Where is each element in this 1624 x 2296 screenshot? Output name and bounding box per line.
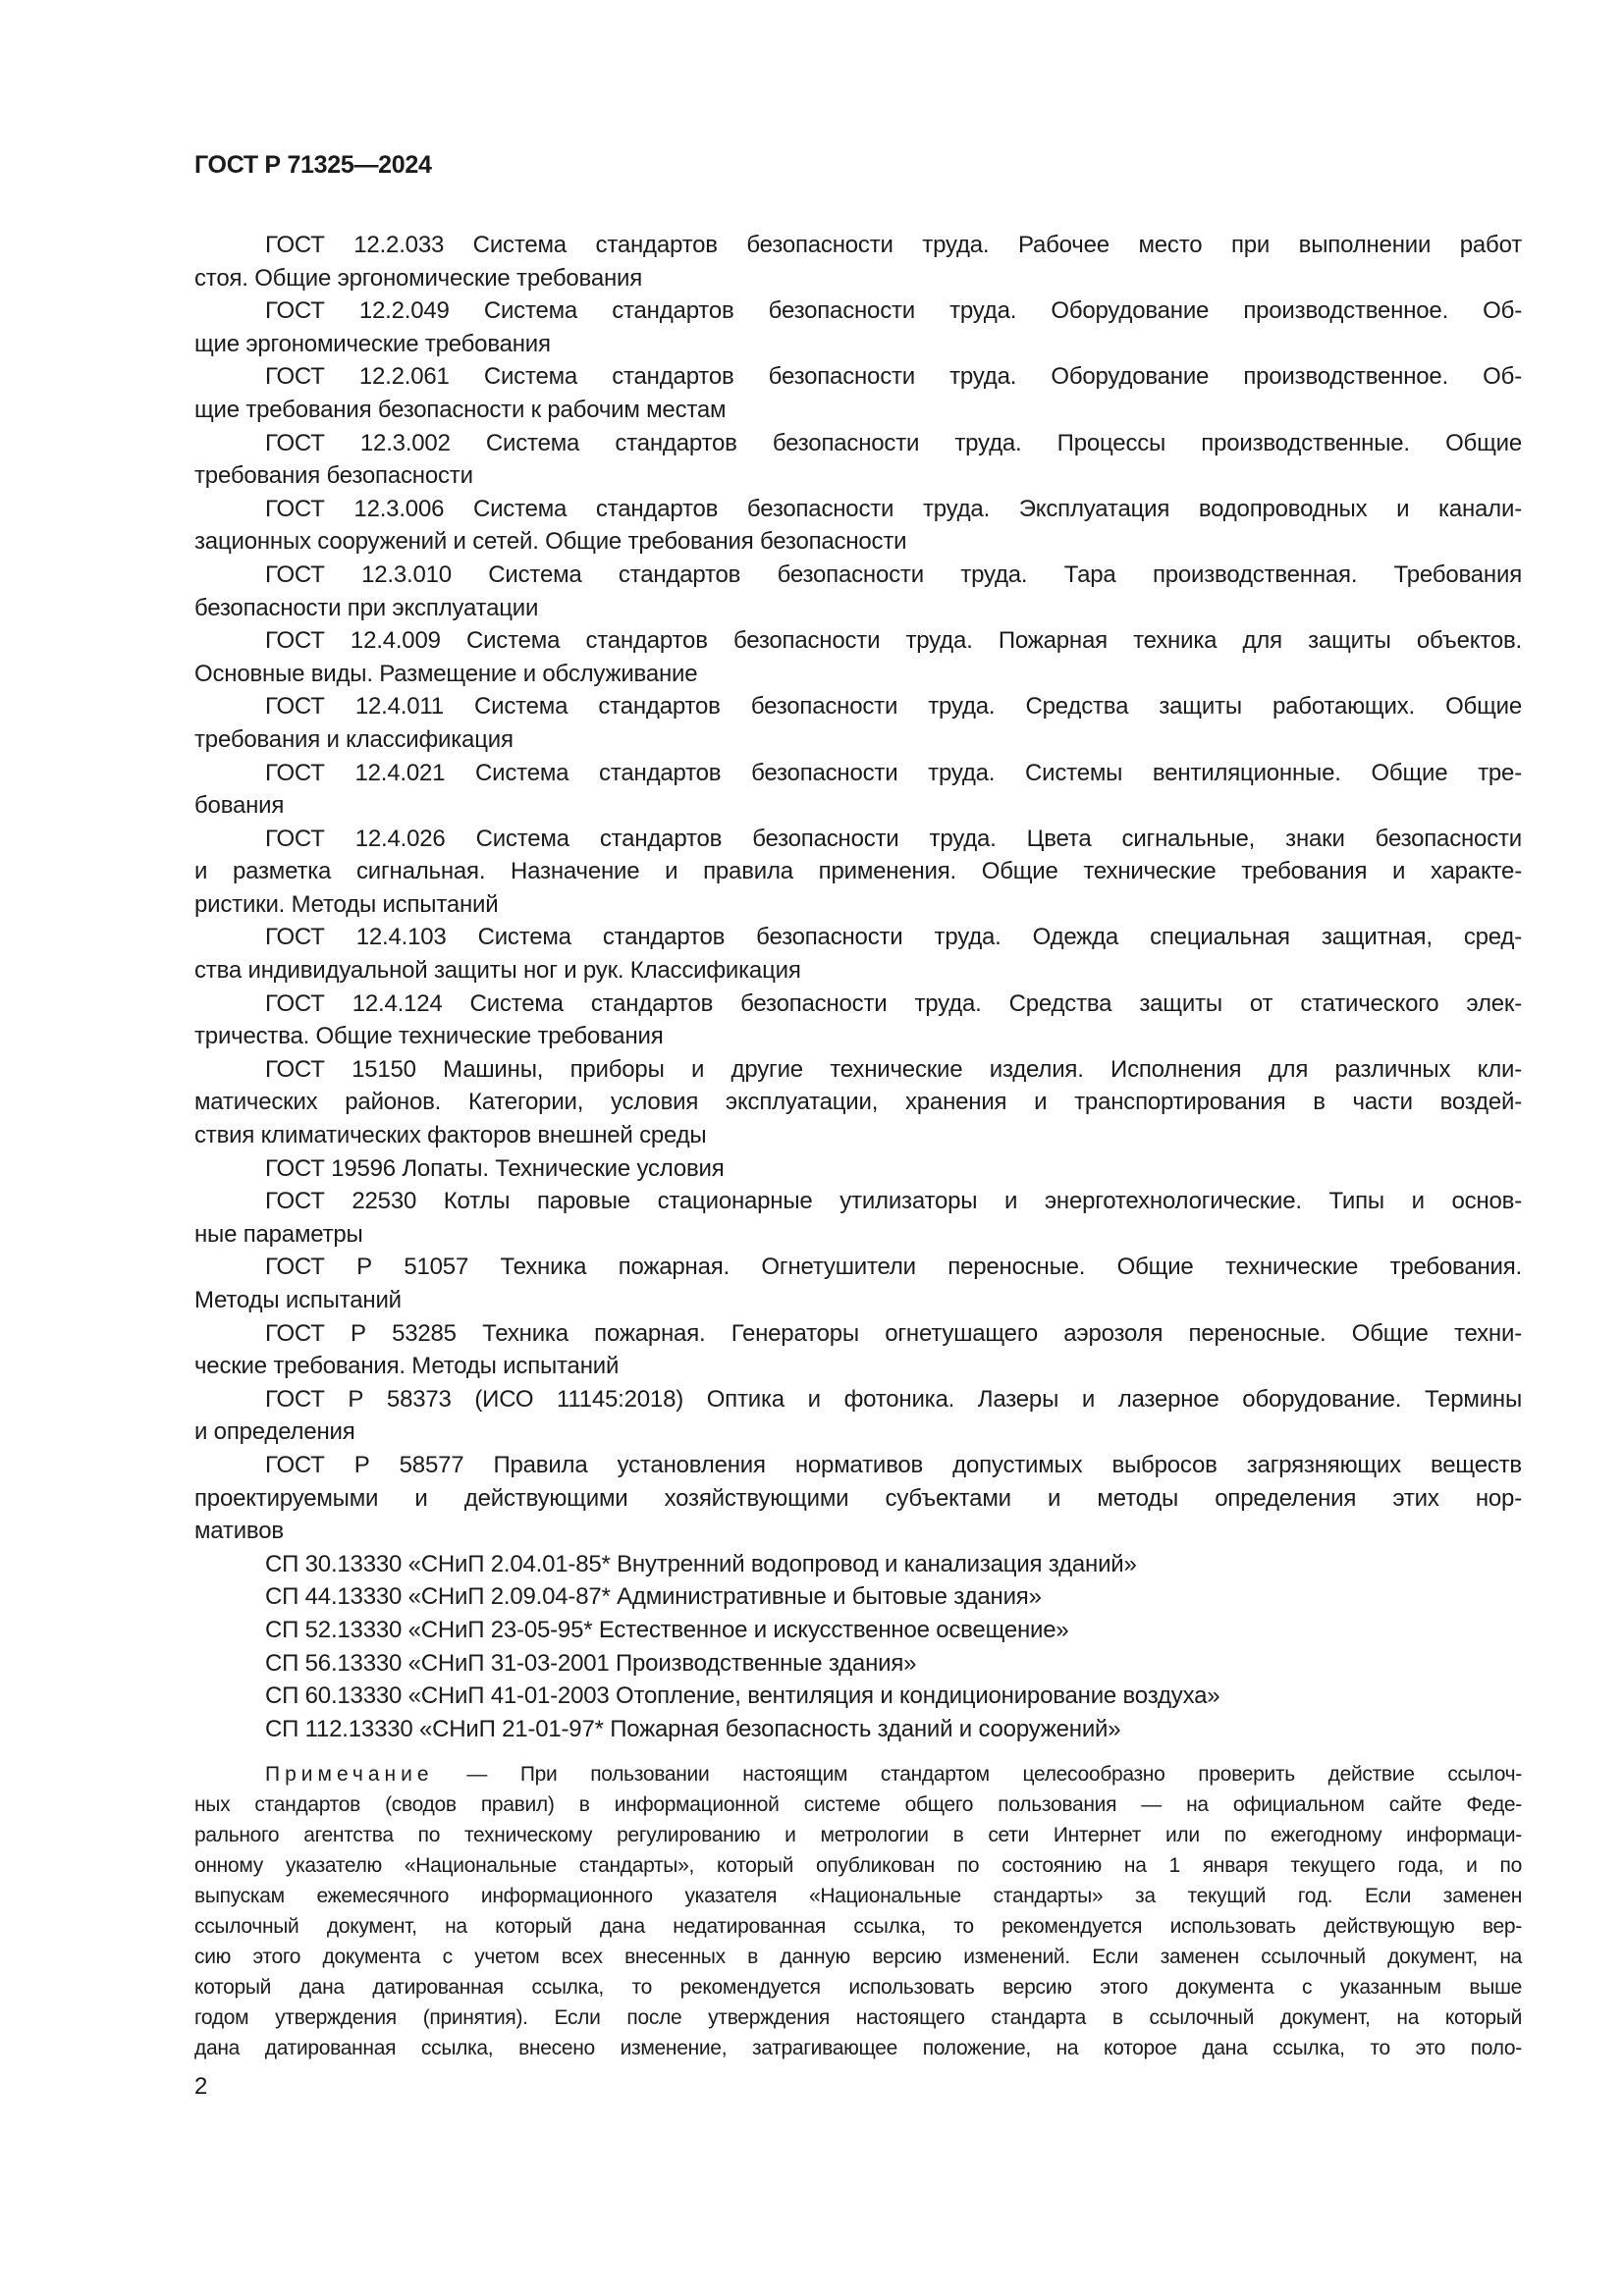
- reference-item: [194, 823, 1522, 922]
- note-paragraph: [194, 1759, 1522, 2063]
- reference-item: [194, 1548, 1522, 1581]
- note-line: рального агентства по техническому регулированию и метрологии в сети Интернет или по ежегодному информаци-: [194, 1824, 1522, 1846]
- reference-line: требования безопасности: [194, 462, 473, 490]
- reference-item: [194, 1251, 1522, 1316]
- reference-line: ствия климатических факторов внешней среды: [194, 1122, 707, 1149]
- reference-line: ГОСТ 12.4.009 Система стандартов безопасности труда. Пожарная техника для защиты объектов.: [265, 627, 1522, 655]
- note-label: Примечание: [265, 1763, 434, 1786]
- reference-item: [194, 988, 1522, 1053]
- reference-line: ГОСТ Р 51057 Техника пожарная. Огнетушители переносные. Общие технические требования.: [265, 1254, 1522, 1281]
- reference-line: Методы испытаний: [194, 1287, 402, 1313]
- reference-item: [194, 1449, 1522, 1548]
- reference-line: мативов: [194, 1518, 284, 1545]
- reference-line: матических районов. Категории, условия эксплуатации, хранения и транспортирования в части воздей-: [194, 1089, 1522, 1116]
- reference-line: ства индивидуальной защиты ног и рук. Классификация: [194, 957, 801, 985]
- reference-line: и определения: [194, 1418, 355, 1446]
- reference-line: СП 60.13330 «СНиП 41-01-2003 Отопление, вентиляция и кондиционирование воздуха»: [265, 1682, 1220, 1710]
- reference-line: ГОСТ 12.4.021 Система стандартов безопасности труда. Системы вентиляционные. Общие тре-: [265, 759, 1522, 786]
- reference-line: ГОСТ 12.4.103 Система стандартов безопасности труда. Одежда специальная защитная, сред-: [265, 924, 1522, 951]
- reference-line: ГОСТ 15150 Машины, приборы и другие технические изделия. Исполнения для различных кли-: [265, 1055, 1522, 1083]
- note-line: годом утверждения (принятия). Если после утверждения настоящего стандарта в ссылочный документ, на который: [194, 2006, 1522, 2029]
- reference-line: ГОСТ Р 53285 Техника пожарная. Генераторы огнетушащего аэрозоля переносные. Общие техни-: [265, 1319, 1522, 1347]
- note-line: ных стандартов (сводов правил) в информационной системе общего пользования — на официальном сайте Феде-: [194, 1793, 1522, 1816]
- reference-item: [194, 1713, 1522, 1746]
- reference-line: тричества. Общие технические требования: [194, 1023, 664, 1050]
- reference-line: СП 44.13330 «СНиП 2.09.04-87* Административные и бытовые здания»: [265, 1583, 1042, 1611]
- reference-line: ГОСТ 12.4.124 Система стандартов безопасности труда. Средства защиты от статического элек-: [265, 989, 1522, 1017]
- reference-line: ГОСТ 22530 Котлы паровые стационарные утилизаторы и энерготехнологические. Типы и основ-: [265, 1188, 1522, 1215]
- reference-line: СП 30.13330 «СНиП 2.04.01-85* Внутренний водопровод и канализация зданий»: [265, 1550, 1137, 1577]
- reference-line: СП 112.13330 «СНиП 21-01-97* Пожарная безопасность зданий и сооружений»: [265, 1715, 1121, 1742]
- reference-line: ристики. Методы испытаний: [194, 890, 499, 918]
- note-text: — При пользовании настоящим стандартом целесообразно проверить действие ссылоч-: [433, 1763, 1522, 1786]
- reference-line: ные параметры: [194, 1220, 363, 1248]
- note-line: [194, 1759, 1522, 1789]
- reference-line: ГОСТ 19596 Лопаты. Технические условия: [265, 1154, 725, 1182]
- reference-item: [194, 1383, 1522, 1449]
- reference-line: ГОСТ Р 58373 (ИСО 11145:2018) Оптика и фотоника. Лазеры и лазерное оборудование. Термины: [265, 1385, 1522, 1413]
- reference-line: зационных сооружений и сетей. Общие требования безопасности: [194, 528, 907, 556]
- reference-line: Основные виды. Размещение и обслуживание: [194, 660, 698, 687]
- reference-item: [194, 427, 1522, 493]
- reference-item: [194, 1152, 1522, 1186]
- reference-line: ГОСТ 12.3.006 Система стандартов безопасности труда. Эксплуатация водопроводных и канали-: [265, 495, 1522, 522]
- reference-line: ГОСТ 12.2.061 Система стандартов безопасности труда. Оборудование производственное. Об-: [265, 363, 1522, 391]
- reference-item: [194, 1053, 1522, 1152]
- reference-item: [194, 1614, 1522, 1647]
- note-line: онному указателю «Национальные стандарты», который опубликован по состоянию на 1 января текущего года, и по: [194, 1854, 1522, 1877]
- page-number: 2: [194, 2073, 208, 2100]
- references-list: [194, 229, 1522, 1745]
- reference-line: щие требования безопасности к рабочим местам: [194, 396, 727, 423]
- reference-item: [194, 294, 1522, 360]
- reference-line: проектируемыми и действующими хозяйствующими субъектами и методы определения этих нор-: [194, 1484, 1522, 1512]
- reference-item: [194, 921, 1522, 987]
- reference-item: [194, 1647, 1522, 1681]
- reference-line: ГОСТ Р 58577 Правила установления нормативов допустимых выбросов загрязняющих веществ: [265, 1451, 1522, 1478]
- reference-item: [194, 624, 1522, 690]
- reference-line: и разметка сигнальная. Назначение и правила применения. Общие технические требования и характе-: [194, 858, 1522, 885]
- reference-line: ГОСТ 12.2.049 Система стандартов безопасности труда. Оборудование производственное. Об-: [265, 297, 1522, 325]
- reference-item: [194, 757, 1522, 823]
- document-header: ГОСТ Р 71325—2024: [194, 151, 432, 179]
- reference-line: СП 56.13330 «СНиП 31-03-2001 Производственные здания»: [265, 1649, 917, 1677]
- note-line: ссылочный документ, на который дана недатированная ссылка, то рекомендуется использовать действующую вер-: [194, 1915, 1522, 1938]
- reference-line: бования: [194, 792, 285, 820]
- reference-item: [194, 559, 1522, 624]
- note-line: сию этого документа с учетом всех внесенных в данную версию изменений. Если заменен ссылочный документ, на: [194, 1946, 1522, 1968]
- note-line: выпускам ежемесячного информационного указателя «Национальные стандарты» за текущий год. Если заменен: [194, 1885, 1522, 1907]
- reference-line: ГОСТ 12.3.002 Система стандартов безопасности труда. Процессы производственные. Общие: [265, 429, 1522, 456]
- reference-line: ГОСТ 12.2.033 Система стандартов безопасности труда. Рабочее место при выполнении работ: [265, 232, 1522, 258]
- reference-line: ГОСТ 12.4.011 Система стандартов безопасности труда. Средства защиты работающих. Общие: [265, 693, 1522, 721]
- reference-line: требования и классификация: [194, 725, 514, 753]
- reference-item: [194, 1680, 1522, 1713]
- reference-item: [194, 1580, 1522, 1614]
- reference-item: [194, 360, 1522, 426]
- reference-item: [194, 690, 1522, 756]
- reference-line: ГОСТ 12.3.010 Система стандартов безопасности труда. Тара производственная. Требования: [265, 561, 1522, 588]
- reference-item: [194, 1317, 1522, 1383]
- reference-line: безопасности при эксплуатации: [194, 594, 539, 621]
- reference-line: ческие требования. Методы испытаний: [194, 1353, 620, 1380]
- reference-line: ГОСТ 12.4.026 Система стандартов безопасности труда. Цвета сигнальные, знаки безопасности: [265, 825, 1522, 852]
- note-line: дана датированная ссылка, внесено изменение, затрагивающее положение, на которое дана ссылка, то это поло-: [194, 2037, 1522, 2059]
- reference-item: [194, 493, 1522, 559]
- reference-line: щие эргономические требования: [194, 330, 551, 357]
- reference-item: [194, 1185, 1522, 1251]
- reference-line: СП 52.13330 «СНиП 23-05-95* Естественное и искусственное освещение»: [265, 1616, 1069, 1643]
- reference-item: [194, 229, 1522, 294]
- note-line: который дана датированная ссылка, то рекомендуется использовать версию этого документа с указанным выше: [194, 1976, 1522, 1999]
- reference-line: стоя. Общие эргономические требования: [194, 264, 643, 292]
